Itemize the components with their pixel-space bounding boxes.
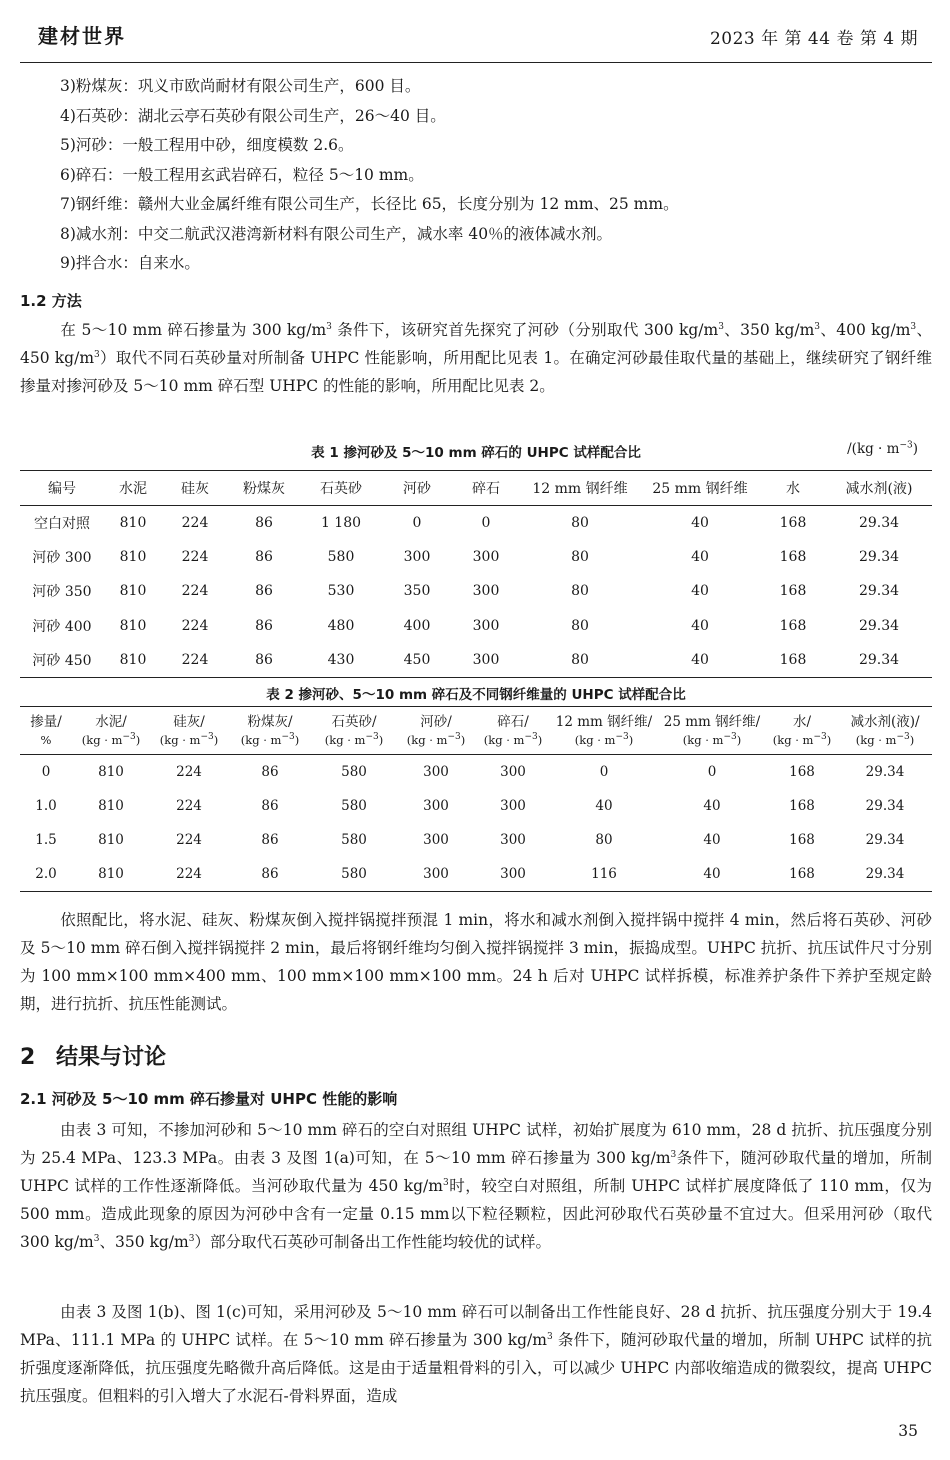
column-header: 硅灰/ $(kg \cdot m^{-3})$ <box>150 707 228 755</box>
table2-header-row <box>20 707 932 755</box>
column-header: 碎石/ $(kg \cdot m^{-3})$ <box>476 707 550 755</box>
table-row: 河砂 450 810 224 86 430 450 300 80 40 168 29.34 <box>20 643 932 678</box>
column-header: 石英砂/ $(kg \cdot m^{-3})$ <box>312 707 396 755</box>
list-item: 9)拌合水：自来水。 <box>60 254 200 272</box>
column-header: 河砂/ $(kg \cdot m^{-3})$ <box>396 707 476 755</box>
table-row: 0 810 224 86 580 300 300 0 0 168 29.34 <box>41 764 905 780</box>
table-row: 空白对照 810 224 86 1 180 0 0 80 40 168 29.34 <box>34 515 900 533</box>
column-header: 12 mm 钢纤维/ $(kg \cdot m^{-3})$ <box>550 707 658 755</box>
column-header: 硅灰 <box>162 471 228 506</box>
column-header: 编号 <box>20 471 104 506</box>
table-row: 1.5 810 224 86 580 300 300 80 40 168 29.34 <box>35 832 905 848</box>
column-header: 石英砂 <box>300 471 382 506</box>
results-paragraph-1: 由表 3 可知，不掺加河砂和 5～10 mm 碎石的空白对照组 UHPC 试样，初始扩展度为 610 mm，28 d 抗折、抗压强度分别为 25.4 MPa、123.3 MPa。由表 3 及图 1(a)可知，在 5～10 mm 碎石掺量为 300 $kg/m^3$条件下，随河砂取代量的增加，所制 UHPC 试样的工作性逐渐降低。当河砂取代量为 450 $kg/m^3$时，较空白对照组，所制 UHPC 试样扩展度降低了 110 mm，仅为 500 mm。造成此现象的原因为河砂中含有一定量 0.15 mm以下粒径颗粒，因此河砂取代石英砂量不宜过大。但采用河砂（取代 300 $kg/m^3$、350 $kg/m^3$）部分取代石英砂可制备出工作性能均较优的试样。 <box>20 1121 932 1251</box>
page-number: 35 <box>898 1422 918 1440</box>
list-item: 5)河砂：一般工程用中砂，细度模数 2.6。 <box>60 136 354 154</box>
list-item: 7)钢纤维：赣州大业金属纤维有限公司生产，长径比 65，长度分别为 12 mm、25 mm。 <box>60 195 679 213</box>
table1-unit: $/(kg \cdot m^{-3})$ <box>847 440 918 457</box>
table1-caption: 表 1 掺河砂及 5～10 mm 碎石的 UHPC 试样配合比 <box>311 445 641 461</box>
column-header: 掺量/ % <box>20 707 72 755</box>
journal-title: 建材世界 <box>38 24 126 48</box>
column-header: 水/ $(kg \cdot m^{-3})$ <box>766 707 838 755</box>
column-header: 水 <box>760 471 826 506</box>
list-item: 3)粉煤灰：巩义市欧尚耐材有限公司生产，600 目。 <box>60 77 421 95</box>
table2-caption: 表 2 掺河砂、5～10 mm 碎石及不同钢纤维量的 UHPC 试样配合比 <box>266 687 686 703</box>
column-header: 减水剂(液) <box>826 471 932 506</box>
table1-header-row <box>20 471 932 506</box>
column-header: 12 mm 钢纤维 <box>520 471 640 506</box>
table2 <box>20 706 932 892</box>
column-header: 减水剂(液)/ $(kg \cdot m^{-3})$ <box>838 707 932 755</box>
list-item: 6)碎石：一般工程用玄武岩碎石，粒径 5～10 mm。 <box>60 165 424 184</box>
running-header <box>20 18 932 58</box>
issue-info: 2023 年 第 44 卷 第 4 期 <box>709 29 918 49</box>
column-header: 水泥/ $(kg \cdot m^{-3})$ <box>72 707 150 755</box>
column-header: 碎石 <box>452 471 520 506</box>
list-item: 4)石英砂：湖北云亭石英砂有限公司生产，26～40 目。 <box>60 106 446 125</box>
procedure-paragraph: 依照配比，将水泥、硅灰、粉煤灰倒入搅拌锅搅拌预混 1 min，将水和减水剂倒入搅拌锅中搅拌 4 min，然后将石英砂、河砂及 5～10 mm 碎石倒入搅拌锅搅拌 2 min，最后将钢纤维均匀倒入搅拌锅搅拌 3 min，振捣成型。UHPC 抗折、抗压试件尺寸分别为 100 mm×100 mm×400 mm、100 mm×100 mm×100 mm。24 h 后对 UHPC 试样拆模，标准养护条件下养护至规定龄期，进行抗折、抗压性能测试。 <box>20 911 932 1013</box>
column-header: 粉煤灰/ $(kg \cdot m^{-3})$ <box>228 707 312 755</box>
subsection-heading-2-1: 2.1 河砂及 5～10 mm 碎石掺量对 UHPC 性能的影响 <box>20 1090 398 1108</box>
table-row: 河砂 400 810 224 86 480 400 300 80 40 168 29.34 <box>32 617 900 635</box>
table-row: 1.0 810 224 86 580 300 300 40 40 168 29.34 <box>35 798 905 814</box>
table-row: 河砂 300 810 224 86 580 300 300 80 40 168 29.34 <box>32 549 900 567</box>
page <box>20 0 932 1460</box>
table1 <box>20 470 932 678</box>
section-heading: 2 结果与讨论 <box>20 1045 167 1070</box>
results-paragraph-2: 由表 3 及图 1(b)、图 1(c)可知，采用河砂及 5～10 mm 碎石可以制备出工作性能良好、28 d 抗折、抗压强度分别大于 19.4 MPa、111.1 MPa 的 UHPC 试样。在 5～10 mm 碎石掺量为 300 $kg/m^3$ 条件下，随河砂取代量的增加，所制 UHPC 试样的抗折强度逐渐降低，抗压强度先略微升高后降低。这是由于适量粗骨料的引入，可以减少 UHPC 内部收缩造成的微裂纹，提高 UHPC 抗压强度。但粗料的引入增大了水泥石-骨料界面，造成 <box>20 1303 932 1405</box>
column-header: 河砂 <box>382 471 452 506</box>
list-item: 8)减水剂：中交二航武汉港湾新材料有限公司生产，减水率 40％的液体减水剂。 <box>60 224 613 243</box>
table-row: 河砂 350 810 224 86 530 350 300 80 40 168 29.34 <box>32 583 900 601</box>
subsection-heading-method: 1.2 方法 <box>20 292 82 310</box>
column-header: 25 mm 钢纤维 <box>640 471 760 506</box>
method-paragraph: 在 5～10 mm 碎石掺量为 300 $kg/m^3$ 条件下，该研究首先探究了河砂（分别取代 300 $kg/m^3$、350 $kg/m^3$、400 $kg/m^3$、450 $kg/m^3$）取代不同石英砂量对所制备 UHPC 性能影响，所用配比见表 1。在确定河砂最佳取代量的基础上，继续研究了钢纤维掺量对掺河砂及 5～10 mm 碎石型 UHPC 的性能的影响，所用配比见表 2。 <box>20 321 933 395</box>
header-rule <box>20 62 932 63</box>
column-header: 水泥 <box>104 471 162 506</box>
column-header: 25 mm 钢纤维/ $(kg \cdot m^{-3})$ <box>658 707 766 755</box>
column-header: 粉煤灰 <box>228 471 300 506</box>
table-row: 2.0 810 224 86 580 300 300 116 40 168 29.34 <box>20 857 932 892</box>
materials-list <box>60 72 920 279</box>
